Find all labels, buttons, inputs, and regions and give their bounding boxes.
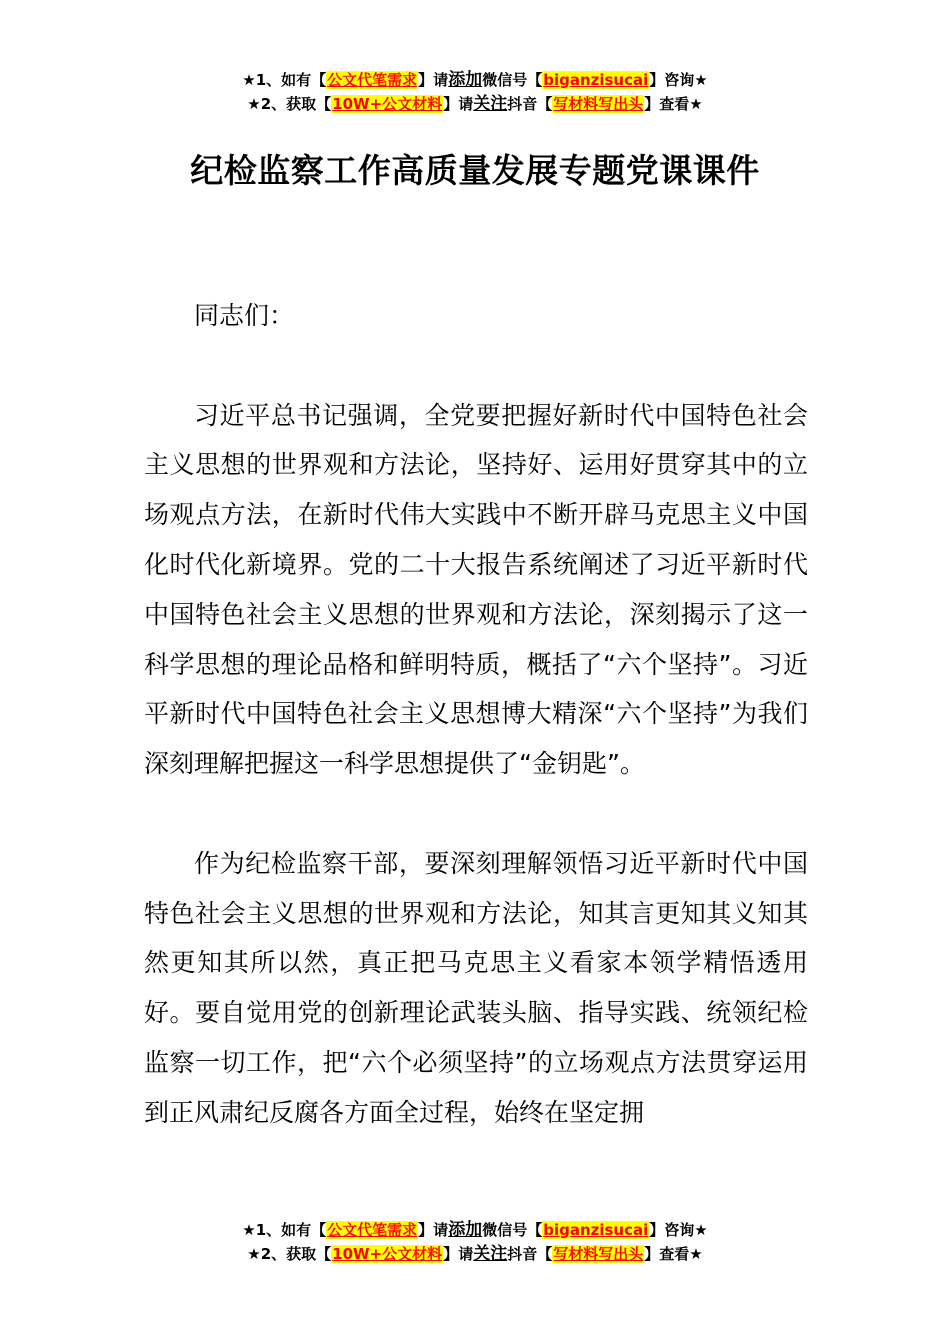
- promo-emphasis: 添加: [448, 1220, 483, 1240]
- promo-text: 】请: [443, 1245, 474, 1263]
- document-title: 纪检监察工作高质量发展专题党课课件: [190, 151, 760, 190]
- promo-emphasis: 关注: [473, 94, 508, 114]
- promo-text: 】查看★: [644, 95, 703, 113]
- paragraph-gap: [144, 341, 808, 391]
- promo-douyin-id: 写材料写出头: [553, 95, 644, 113]
- promo-text: 微信号【: [482, 1221, 543, 1239]
- promo-line-2: [0, 93, 950, 117]
- promo-highlight: 10W+公文材料: [332, 1245, 443, 1263]
- salutation: 同志们：: [194, 301, 295, 330]
- promo-wechat-id: biganzisucai: [543, 1221, 649, 1239]
- promo-text: 】咨询★: [649, 71, 708, 89]
- promo-footer: [0, 1219, 950, 1267]
- promo-text: ★2、获取【: [247, 95, 332, 113]
- promo-douyin-id: 写材料写出头: [553, 1245, 644, 1263]
- promo-text: 】请: [443, 95, 474, 113]
- document-body: [144, 291, 808, 1138]
- promo-highlight: 公文代笔需求: [327, 71, 418, 89]
- paragraph-gap: [144, 789, 808, 839]
- promo-line-2: [0, 1243, 950, 1267]
- promo-text: 】咨询★: [649, 1221, 708, 1239]
- promo-text: 抖音【: [507, 1245, 553, 1263]
- paragraph-1: 习近平总书记强调，全党要把握好新时代中国特色社会主义思想的世界观和方法论，坚持好、运用好贯穿其中的立场观点方法，在新时代伟大实践中不断开辟马克思主义中国化时代化新境界。党的二十大报告系统阐述了习近平新时代中国特色社会主义思想的世界观和方法论，深刻揭示了这一科学思想的理论品格和鲜明特质，概括了“六个坚持”。习近平新时代中国特色社会主义思想博大精深“六个坚持”为我们深刻理解把握这一科学思想提供了“金钥匙”。: [144, 400, 808, 779]
- promo-text: ★2、获取【: [247, 1245, 332, 1263]
- promo-text: 】请: [418, 1221, 449, 1239]
- paragraph-2: 作为纪检监察干部，要深刻理解领悟习近平新时代中国特色社会主义思想的世界观和方法论，知其言更知其义知其然更知其所以然，真正把马克思主义看家本领学精悟透用好。要自觉用党的创新理论武装头脑、指导实践、统领纪检监察一切工作，把“六个必须坚持”的立场观点方法贯穿运用到正风肃纪反腐各方面全过程，始终在坚定拥: [144, 848, 808, 1127]
- promo-emphasis: 添加: [448, 70, 483, 90]
- promo-highlight: 10W+公文材料: [332, 95, 443, 113]
- promo-text: 】查看★: [644, 1245, 703, 1263]
- promo-header: [0, 69, 950, 117]
- promo-wechat-id: biganzisucai: [543, 71, 649, 89]
- promo-text: ★1、如有【: [242, 1221, 327, 1239]
- promo-text: 】请: [418, 71, 449, 89]
- promo-highlight: 公文代笔需求: [327, 1221, 418, 1239]
- promo-text: 抖音【: [507, 95, 553, 113]
- promo-line-1: [0, 69, 950, 93]
- promo-line-1: [0, 1219, 950, 1243]
- promo-text: 微信号【: [482, 71, 543, 89]
- promo-emphasis: 关注: [473, 1244, 508, 1264]
- promo-text: ★1、如有【: [242, 71, 327, 89]
